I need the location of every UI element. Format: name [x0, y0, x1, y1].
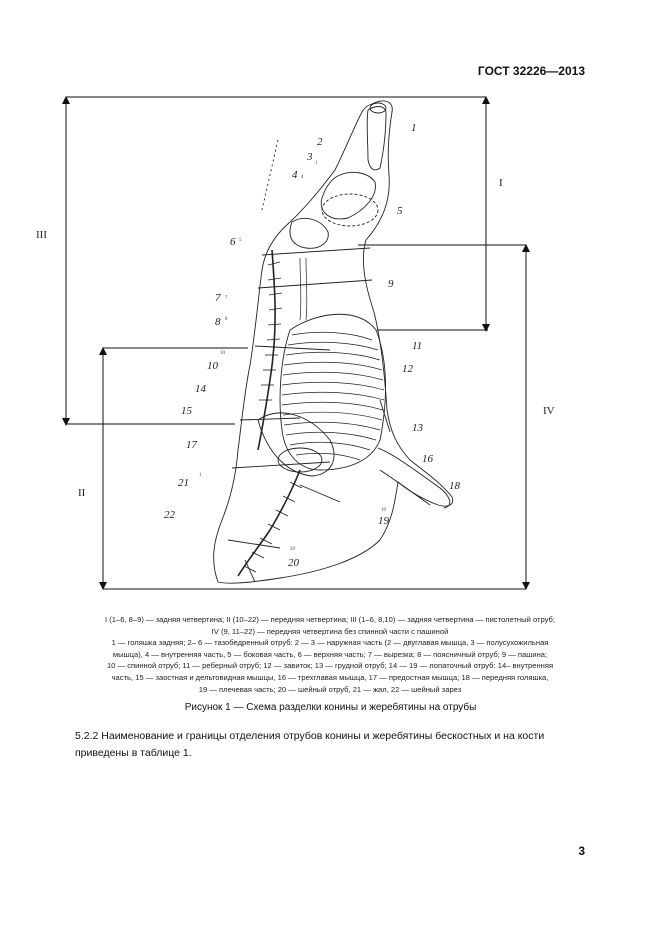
cut-label: 2 [317, 136, 323, 148]
legend-line: IV (9, 11–22) — передняя четвертина без спинной части с пашиной [211, 626, 449, 636]
cut-label: 8 [215, 316, 221, 328]
roman-label-iii: III [36, 229, 47, 241]
legend-line: часть, 15 — заостная и дельтовидная мышцы, 16 — трехглавая мышца, 17 — предостная мышца; 18 — передняя голяшка, [111, 672, 549, 682]
cut-label: 19 [378, 515, 389, 527]
cut-label: 21 [178, 477, 189, 489]
cut-label: 10 [207, 360, 218, 372]
cut-label: 22 [164, 509, 175, 521]
body-paragraph [75, 728, 585, 762]
cut-label: 12 [402, 363, 413, 375]
small-cut-label: 5 [239, 238, 242, 243]
paragraph-text: 5.2.2 Наименование и границы отделения отрубов конины и жеребятины бескостных и на кости приведены в таблице 1. [75, 730, 545, 759]
cut-label: 14 [195, 383, 206, 395]
cut-label: 9 [388, 278, 394, 290]
small-cut-label: 19 [381, 508, 386, 513]
cut-label: 20 [288, 557, 299, 569]
legend-line: 10 — спинной отруб; 11 — реберный отруб; 12 — завиток; 13 — грудной отруб; 14 — 19 — лопаточный отруб: 14– внутренняя [106, 661, 554, 671]
legend-line: 19 — плечевая часть; 20 — шейный отруб, 21 — жал, 22 — шейный зарез [198, 684, 462, 694]
legend-line: I (1–6, 8–9) — задняя четвертина; II (10–22) — передняя четвертина; III (1–6, 8,10) — задняя четвертина — пистолетный отруб; [105, 615, 555, 624]
standard-header: ГОСТ 32226—2013 [477, 64, 585, 78]
legend-line: 1 — голяшка задняя; 2– 6 — тазобедренный отруб: 2 — 3 — наружная часть (2 — двуглавая мышца, 3 — полусухожильная [111, 638, 549, 648]
roman-label-ii: II [78, 487, 86, 499]
roman-label-iv: IV [543, 405, 555, 417]
small-cut-label: 7 [225, 296, 228, 301]
small-cut-label: 10 [220, 351, 225, 356]
cut-label: 17 [186, 439, 197, 451]
cut-label: 11 [412, 340, 423, 352]
cut-label: 13 [412, 422, 423, 434]
figure-caption: Рисунок 1 — Схема разделки конины и жеребятины на отрубы [184, 702, 477, 713]
cut-label: 6 [230, 236, 236, 248]
cut-label: 7 [215, 292, 221, 304]
figure-legend [60, 614, 600, 695]
cut-label: 3 [307, 151, 313, 163]
cut-label: 1 [411, 122, 417, 134]
roman-label-i: I [499, 177, 503, 189]
cut-label: 15 [181, 405, 192, 417]
cut-label: 18 [449, 480, 460, 492]
cut-label: 5 [397, 205, 403, 217]
cut-label: 16 [422, 453, 433, 465]
small-cut-label: 1 [199, 473, 202, 478]
small-cut-label: 4 [301, 175, 304, 180]
small-cut-label: 8 [225, 317, 228, 322]
legend-line: мышца), 4 — внутренняя часть, 5 — боковая часть, 6 — верхняя часть; 7 — вырезка; 8 — поясничный отруб; 9 — пашина; [112, 649, 548, 659]
page-number: 3 [578, 844, 585, 858]
small-cut-label: 20 [290, 547, 295, 552]
small-cut-label: 1 [315, 161, 318, 166]
cut-label: 4 [292, 169, 298, 181]
